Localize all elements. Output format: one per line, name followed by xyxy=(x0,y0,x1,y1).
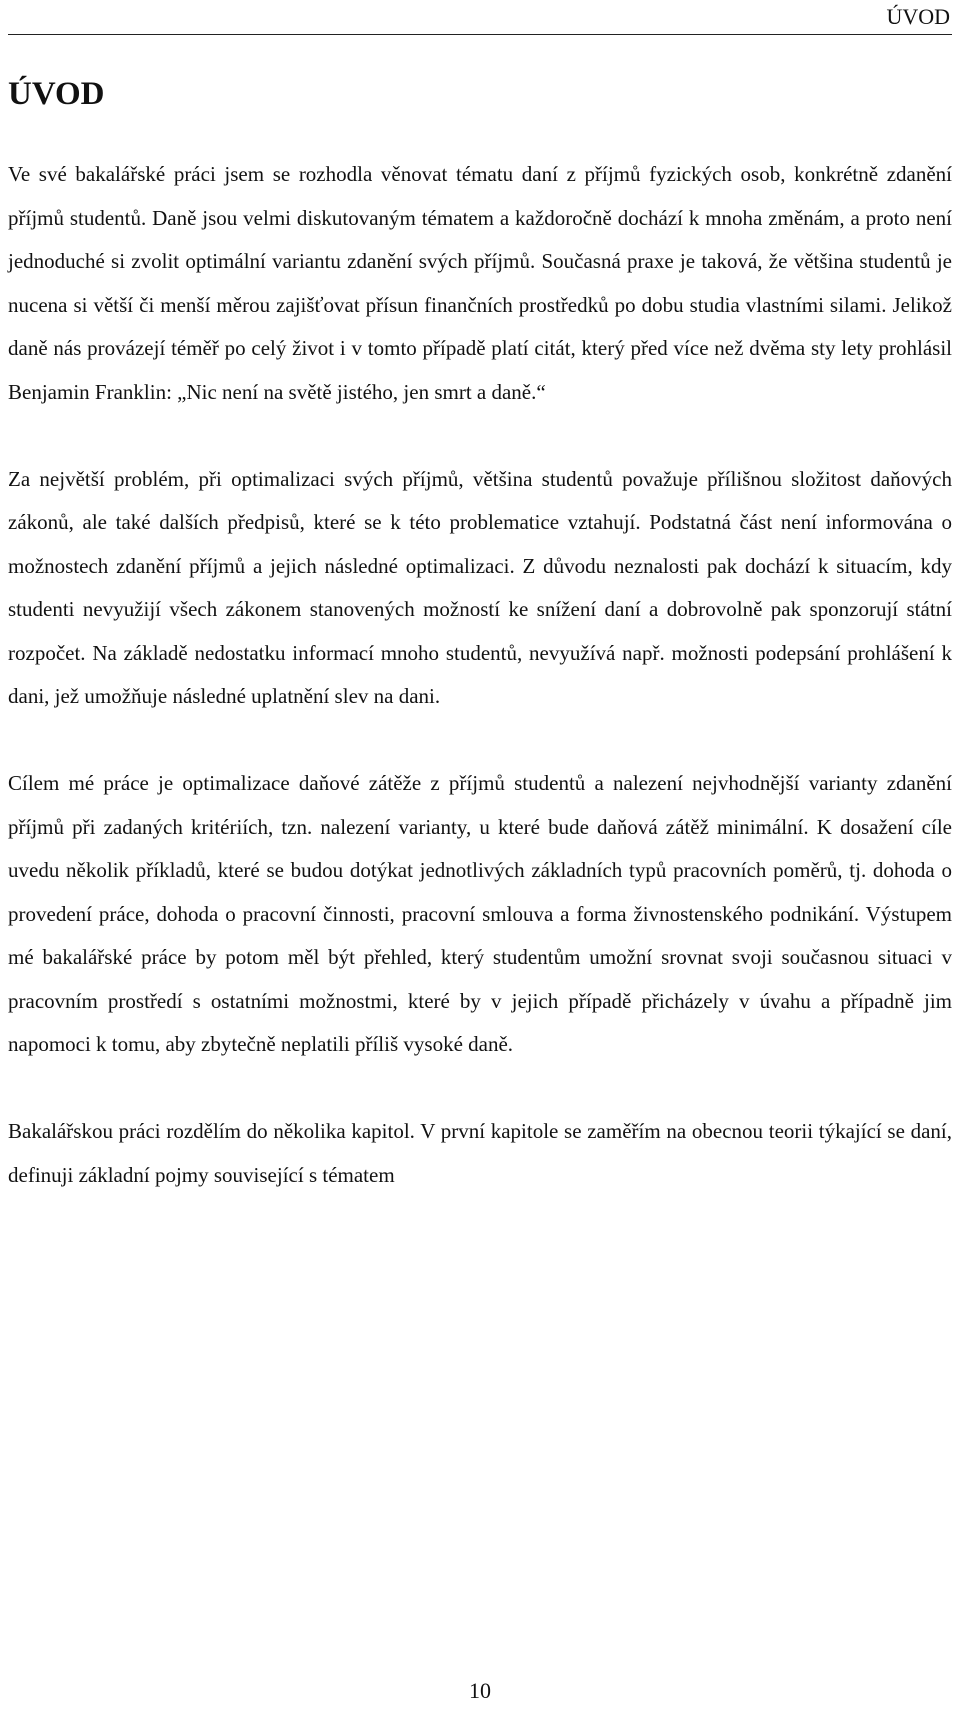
running-header xyxy=(8,0,952,35)
paragraph-goal: Cílem mé práce je optimalizace daňové zátěže z příjmů studentů a nalezení nejvhodnější varianty zdanění příjmů při zadaných kritériích, tzn. nalezení varianty, u které bude daňová zátěž minimální. K dosažení cíle uvedu několik příkladů, které se budou dotýkat jednotlivých základních typů pracovních poměrů, tj. dohoda o provedení práce, dohoda o pracovní činnosti, pracovní smlouva a forma živnostenského podnikání. Výstupem mé bakalářské práce by potom měl být přehled, který studentům umožní srovnat svoji současnou situaci v pracovním prostředí s ostatními možnostmi, které by v jejich případě přicházely v úvahu a případně jim napomoci k tomu, aby zbytečně neplatili příliš vysoké daně. xyxy=(8,771,952,1056)
page-title: ÚVOD xyxy=(8,76,105,112)
body-text xyxy=(8,153,952,1241)
page-number: 10 xyxy=(469,1678,491,1703)
paragraph-problem: Za největší problém, při optimalizaci svých příjmů, většina studentů považuje přílišnou složitost daňových zákonů, ale také dalších předpisů, které se k této problematice vztahují. Podstatná část není informována o možnostech zdanění příjmů a jejich následné optimalizaci. Z důvodu neznalosti pak dochází k situacím, kdy studenti nevyužijí všech zákonem stanovených možností ke snížení daní a dobrovolně pak sponzorují státní rozpočet. Na základě nedostatku informací mnoho studentů, nevyužívá např. možnosti podepsání prohlášení k dani, jež umožňuje následné uplatnění slev na dani. xyxy=(8,466,952,708)
running-header-title: ÚVOD xyxy=(886,4,950,29)
paragraph-intro: Ve své bakalářské práci jsem se rozhodla věnovat tématu daní z příjmů fyzických osob, konkrétně zdanění příjmů studentů. Daně jsou velmi diskutovaným tématem a každoročně dochází k mnoha změnám, a proto není jednoduché si zvolit optimální variantu zdanění svých příjmů. Současná praxe je taková, že většina studentů je nucena si větší či menší měrou zajišťovat přísun finančních prostředků po dobu studia vlastními silami. Jelikož daně nás provázejí téměř po celý život i v tomto případě platí citát, který před více než dvěma sty lety prohlásil Benjamin Franklin: „Nic není na světě jistého, jen smrt a daně.“ xyxy=(8,162,952,404)
paragraph-structure: Bakalářskou práci rozdělím do několika kapitol. V první kapitole se zaměřím na obecnou teorii týkající se daní, definuji základní pojmy související s tématem xyxy=(8,1119,952,1187)
